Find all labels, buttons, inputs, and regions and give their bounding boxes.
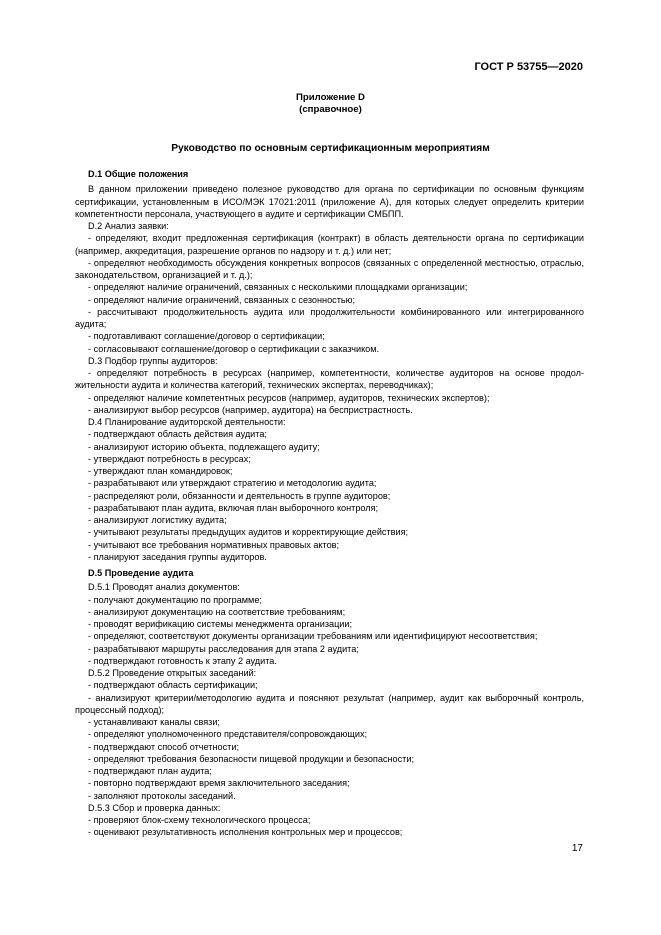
annex-heading	[0, 92, 661, 116]
list-item: - подтверждают способ отчетности;	[88, 741, 239, 752]
list-item: - повторно подтверждают время заключительного заседания;	[88, 778, 350, 789]
subsection-heading: D.5.3 Сбор и проверка данных:	[88, 802, 221, 813]
list-item: - подтверждают план аудита;	[88, 766, 212, 776]
list-item: - анализируют выбор ресурсов (например, аудитора) на беспристрастность.	[88, 404, 413, 415]
list-item: - устанавливают каналы связи;	[88, 717, 220, 727]
list-item: - распределяют роли, обязанности и деятельность в группе аудиторов;	[88, 490, 391, 501]
subsection-heading: D.4 Планирование аудиторской деятельности:	[88, 417, 286, 427]
list-item: - анализируют историю объекта, подлежащего аудиту;	[88, 441, 320, 452]
document-body	[75, 168, 584, 839]
list-item: - планируют заседания группы аудиторов.	[88, 551, 267, 562]
list-item: - учитывают все требования нормативных правовых актов;	[88, 539, 340, 550]
subsection-heading: D.5.2 Проведение открытых заседаний:	[88, 668, 257, 678]
list-item: - подтверждают область сертификации;	[88, 680, 258, 691]
list-item: - определяют уполномоченного представителя/сопровождающих;	[88, 729, 368, 740]
list-item: - получают документацию по программе;	[88, 594, 262, 605]
subsection-heading: D.5.1 Проводят анализ документов:	[88, 582, 240, 593]
list-item: - разрабатывают план аудита, включая план выборочного контроля;	[88, 502, 379, 513]
list-item: - утверждают план командировок;	[88, 466, 233, 476]
subsection-heading: D.2 Анализ заявки:	[88, 221, 169, 231]
list-item: - определяют, входит предложенная сертификация (контракт) в область деятельности органа по сертификации (например, аккредитация, разрешение органов по надзору и т. д.) или нет;	[75, 233, 584, 256]
list-item: - анализируют критерии/методологию аудита и поясняют результат (например, аудит как выборочный контроль, процессный подход);	[75, 692, 584, 715]
list-item: - подтверждают область действия аудита;	[88, 429, 267, 440]
list-item: - заполняют протоколы заседаний.	[88, 790, 236, 801]
list-item: - проверяют блок-схему технологического процесса;	[88, 815, 311, 825]
standard-number: ГОСТ Р 53755—2020	[474, 61, 583, 73]
list-item: - определяют необходимость обсуждения конкретных вопросов (связанных с определенной местностью, отраслью, законодательством, организацией и т. д.);	[75, 257, 584, 280]
list-item: - рассчитывают продолжительность аудита или продолжительности комбинированного или интегрированного аудита;	[75, 306, 584, 329]
paragraph: В данном приложении приведено полезное руководство для органа по сертификации по основным функциям сертификации, установленным в ИСО/МЭК 17021:2011 (приложение А), для которых следует определить критерии компетентности персонала, участвующего в аудите и сертификации СМБПП.	[75, 184, 584, 219]
list-item: - разрабатывают или утверждают стратегию и методологию аудита;	[88, 478, 377, 489]
list-item: - определяют наличие компетентных ресурсов (например, аудиторов, технических экспертов);	[88, 392, 490, 403]
list-item: - подтверждают готовность к этапу 2 аудита.	[88, 655, 277, 666]
list-item: - определяют требования безопасности пищевой продукции и безопасности;	[88, 753, 414, 764]
section-heading: D.1 Общие положения	[88, 169, 189, 179]
list-item: - подготавливают соглашение/договор о сертификации;	[88, 331, 325, 342]
section-heading: D.5 Проведение аудита	[88, 568, 194, 578]
annex-type: (справочное)	[299, 104, 362, 115]
list-item: - учитывают результаты предыдущих аудитов и корректирующие действия;	[88, 527, 409, 538]
list-item: - определяют наличие ограничений, связанных с несколькими площадками организации;	[88, 282, 468, 293]
list-item: - согласовывают соглашение/договор о сертификации с заказчиком.	[88, 343, 380, 354]
list-item: - определяют потребность в ресурсах (например, компетентности, количестве аудиторов на основе продолжительности аудита и количества категорий, технических экспертах, переводчиках);	[75, 368, 584, 391]
list-item: - анализируют документацию на соответствие требованиям;	[88, 606, 346, 617]
annex-label: Приложение D	[296, 92, 365, 103]
subsection-heading: D.3 Подбор группы аудиторов:	[88, 355, 218, 366]
list-item: - проводят верификацию системы менеджмента организации;	[88, 619, 353, 629]
list-item: - определяют наличие ограничений, связанных с сезонностью;	[88, 294, 356, 305]
list-item: - определяют, соответствуют документы организации требованиям или идентифицируют несоответствия;	[88, 631, 538, 642]
list-item: - анализируют логистику аудита;	[88, 515, 227, 525]
list-item: - утверждают потребность в ресурсах;	[88, 453, 251, 464]
list-item: - разрабатывают маршруты расследования для этапа 2 аудита;	[88, 643, 359, 654]
list-item: - оценивают результативность исполнения контрольных мер и процессов;	[88, 827, 403, 838]
document-title: Руководство по основным сертификационным мероприятиям	[171, 143, 490, 154]
page-number: 17	[571, 843, 583, 854]
